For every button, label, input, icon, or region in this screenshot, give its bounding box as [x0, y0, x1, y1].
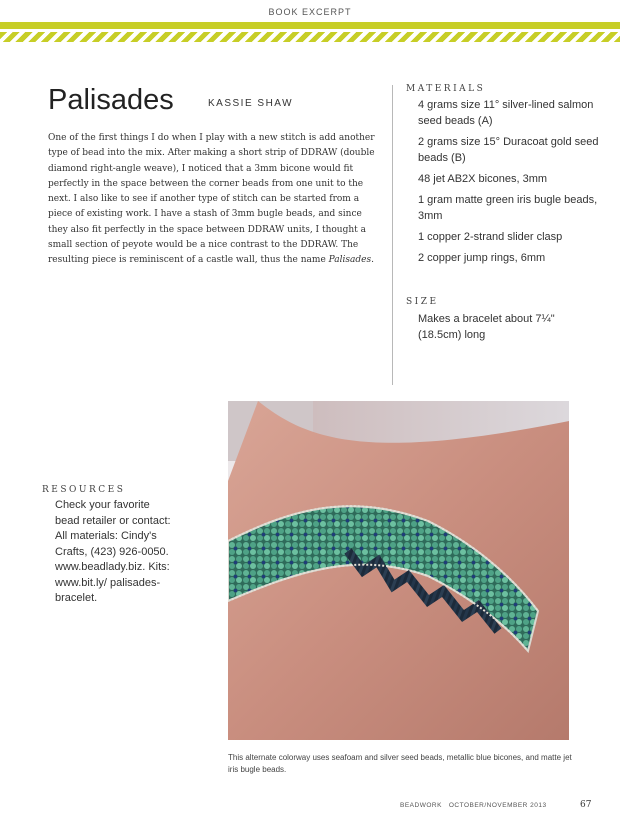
body-text-end: .	[371, 255, 374, 265]
page-number: 67	[580, 800, 592, 810]
photo-caption: This alternate colorway uses seafoam and silver seed beads, metallic blue bicones, and matte jet iris bugle beads.	[228, 753, 572, 774]
body-text-main: One of the first things I do when I play with a new stitch is add another type of bead into the mix. After making a short strip of DDRAW (double diamond right-angle weave), I noticed that a 3mm bicone would fit perfectly in the space between the corner beads from one unit to the next. I also like to see if another type of stitch can be started from a piece of existing work. I have a stash of 3mm bugle beads, and since they also fit perfectly in the space between DDRAW units, I thought a small section of peyote would be a nice contrast to the DDRAW. The resulting piece is reminiscent of a castle wall, thus the name	[48, 133, 375, 265]
list-item: 2 grams size 15° Duracoat gold seed beads (B)	[418, 136, 599, 164]
page-footer	[400, 802, 547, 809]
body-text-emphasis: Palisades	[328, 255, 372, 265]
resources-heading: RESOURCES	[42, 485, 126, 495]
size-heading: SIZE	[406, 297, 439, 307]
article-title: Palisades	[48, 84, 174, 116]
list-item: 2 copper jump rings, 6mm	[418, 252, 546, 264]
list-item: 4 grams size 11° silver-lined salmon seed beads (A)	[418, 99, 594, 127]
column-divider	[392, 85, 393, 385]
list-item: 48 jet AB2X bicones, 3mm	[418, 173, 548, 185]
article-body	[48, 131, 378, 265]
size-text: Makes a bracelet about 7¼" (18.5cm) long	[418, 313, 555, 341]
magazine-name: BEADWORK	[400, 802, 442, 809]
section-label: BOOK EXCERPT	[268, 7, 352, 17]
materials-heading: MATERIALS	[406, 84, 486, 94]
top-bar	[0, 0, 620, 22]
materials-list	[418, 97, 608, 271]
bracelet-photo	[228, 401, 569, 740]
issue-date: OCTOBER/NOVEMBER 2013	[448, 802, 547, 809]
list-item: 1 gram matte green iris bugle beads, 3mm	[418, 194, 598, 222]
decorative-stripe	[0, 22, 620, 48]
resources-text: Check your favorite bead retailer or contact: All materials: Cindy's Crafts, (423) 926-0050. www.beadlady.biz. Kits: www.bit.ly/ palisades-bracelet.	[55, 499, 171, 604]
article-author: KASSIE SHAW	[208, 98, 294, 109]
list-item: 1 copper 2-strand slider clasp	[418, 231, 563, 243]
